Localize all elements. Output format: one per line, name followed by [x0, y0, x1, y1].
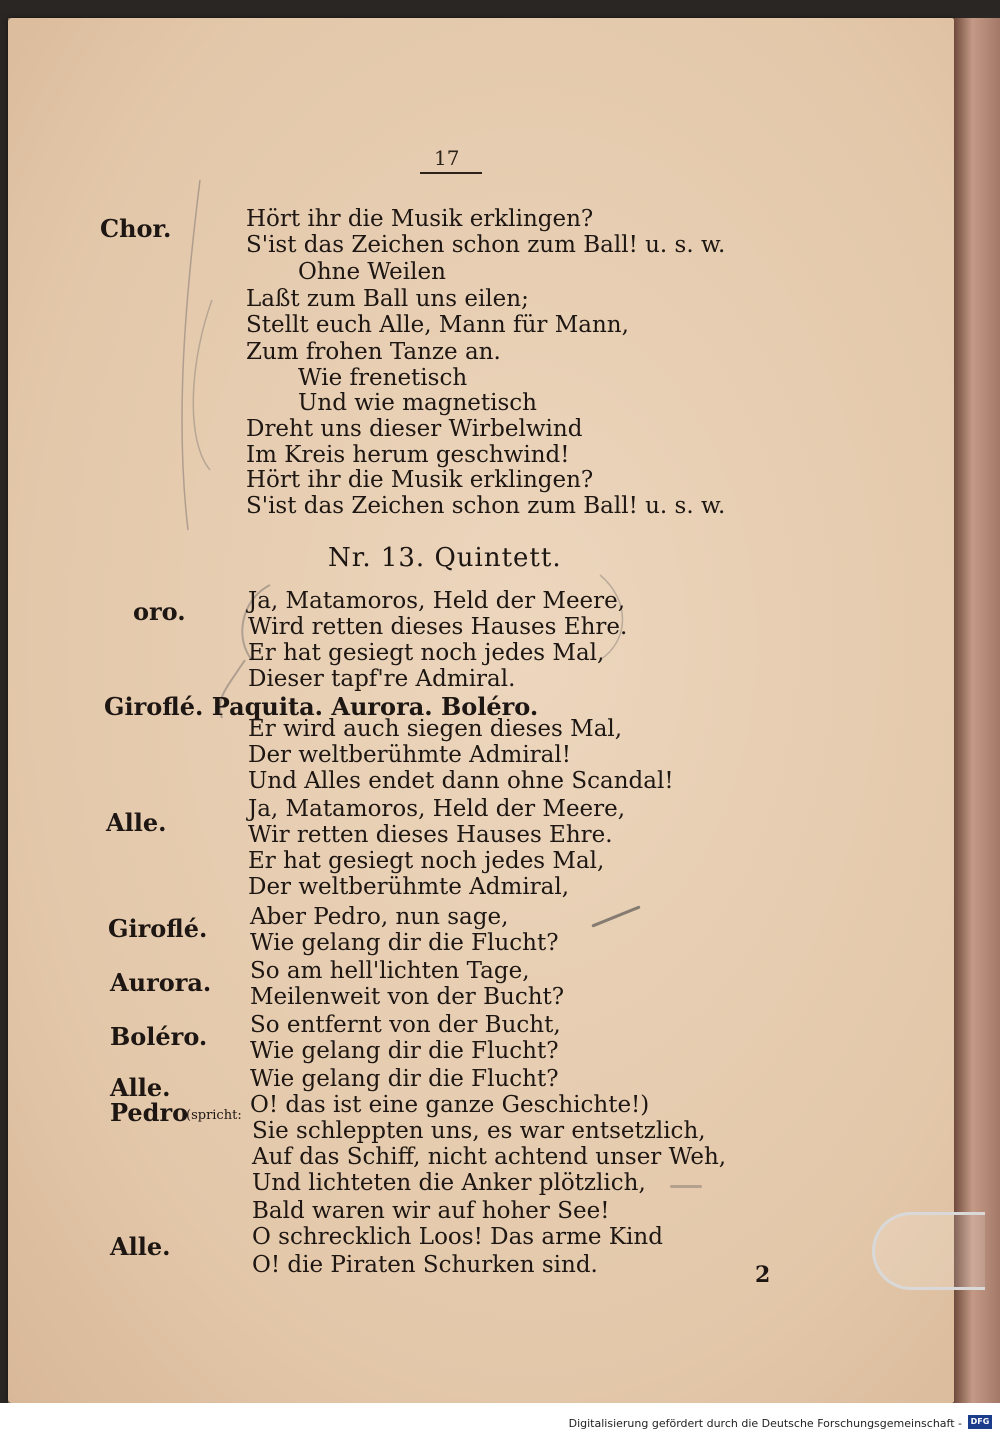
speaker-label: Alle. — [110, 1073, 171, 1102]
verse-line: S'ist das Zeichen schon zum Ball! u. s. w. — [246, 493, 726, 519]
page-number: 17 — [434, 146, 460, 170]
speaker-label: Chor. — [100, 214, 172, 243]
verse-line: Ja, Matamoros, Held der Meere, — [248, 796, 626, 822]
speaker-label: Pedro — [110, 1098, 189, 1127]
paper-clip — [872, 1212, 985, 1290]
verse-line: Sie schleppten uns, es war entsetzlich, — [252, 1118, 706, 1144]
verse-line: Er hat gesiegt noch jedes Mal, — [248, 848, 605, 874]
verse-line: Bald waren wir auf hoher See! — [252, 1198, 610, 1224]
speaker-label: Alle. — [106, 808, 167, 837]
signature-mark: 2 — [755, 1262, 771, 1288]
verse-line: Hört ihr die Musik erklingen? — [246, 467, 594, 493]
verse-line: Er hat gesiegt noch jedes Mal, — [248, 640, 605, 666]
verse-line: Und lichteten die Anker plötzlich, — [252, 1170, 646, 1196]
verse-line: Aber Pedro, nun sage, — [250, 904, 509, 930]
verse-line: Wie frenetisch — [298, 365, 468, 391]
verse-line: Wie gelang dir die Flucht? — [250, 1066, 559, 1092]
speaker-label: Alle. — [110, 1232, 171, 1261]
verse-line: Laßt zum Ball uns eilen; — [246, 286, 529, 312]
page-number-rule — [420, 172, 482, 174]
speaker-label: oro. — [133, 597, 186, 626]
verse-line: So am hell'lichten Tage, — [250, 958, 530, 984]
verse-line: Der weltberühmte Admiral, — [248, 874, 570, 900]
verse-line: Der weltberühmte Admiral! — [248, 742, 571, 768]
verse-line: Dreht uns dieser Wirbelwind — [246, 416, 583, 442]
verse-line: Zum frohen Tanze an. — [246, 339, 501, 365]
speaker-label: Aurora. — [110, 968, 212, 997]
verse-line: Auf das Schiff, nicht achtend unser Weh, — [252, 1144, 727, 1170]
verse-line: So entfernt von der Bucht, — [250, 1012, 561, 1038]
verse-line: Wie gelang dir die Flucht? — [250, 930, 559, 956]
speaker-label: Boléro. — [110, 1022, 208, 1051]
verse-line: Dieser tapf're Admiral. — [248, 666, 516, 692]
verse-line: O! die Piraten Schurken sind. — [252, 1252, 598, 1278]
footer-bar — [0, 1403, 1000, 1441]
verse-line: Wird retten dieses Hauses Ehre. — [248, 614, 628, 640]
dfg-logo-icon: DFG — [968, 1415, 992, 1429]
verse-line: Er wird auch siegen dieses Mal, — [248, 716, 623, 742]
verse-line: Meilenweit von der Bucht? — [250, 984, 565, 1010]
verse-line: S'ist das Zeichen schon zum Ball! u. s. w. — [246, 232, 726, 258]
verse-line: Im Kreis herum geschwind! — [246, 442, 570, 468]
verse-line: Stellt euch Alle, Mann für Mann, — [246, 312, 629, 338]
speaker-label: Giroflé. Paquita. Aurora. Boléro. — [104, 692, 539, 721]
verse-line: Ja, Matamoros, Held der Meere, — [248, 588, 626, 614]
verse-line: Wie gelang dir die Flucht? — [250, 1038, 559, 1064]
verse-line: Und wie magnetisch — [298, 390, 537, 416]
footer-credit: Digitalisierung gefördert durch die Deutsche Forschungsgemeinschaft - — [568, 1417, 962, 1430]
pencil-stroke — [670, 1185, 702, 1188]
verse-line: Und Alles endet dann ohne Scandal! — [248, 768, 674, 794]
verse-line: O! das ist eine ganze Geschichte!) — [250, 1092, 650, 1118]
verse-line: Ohne Weilen — [298, 259, 446, 285]
speaker-label: Giroflé. — [108, 914, 208, 943]
stage-direction: (spricht: — [186, 1108, 242, 1123]
verse-line: Wir retten dieses Hauses Ehre. — [248, 822, 613, 848]
section-heading: Nr. 13. Quintett. — [328, 543, 562, 573]
verse-line: O schrecklich Loos! Das arme Kind — [252, 1224, 663, 1250]
verse-line: Hört ihr die Musik erklingen? — [246, 206, 594, 232]
